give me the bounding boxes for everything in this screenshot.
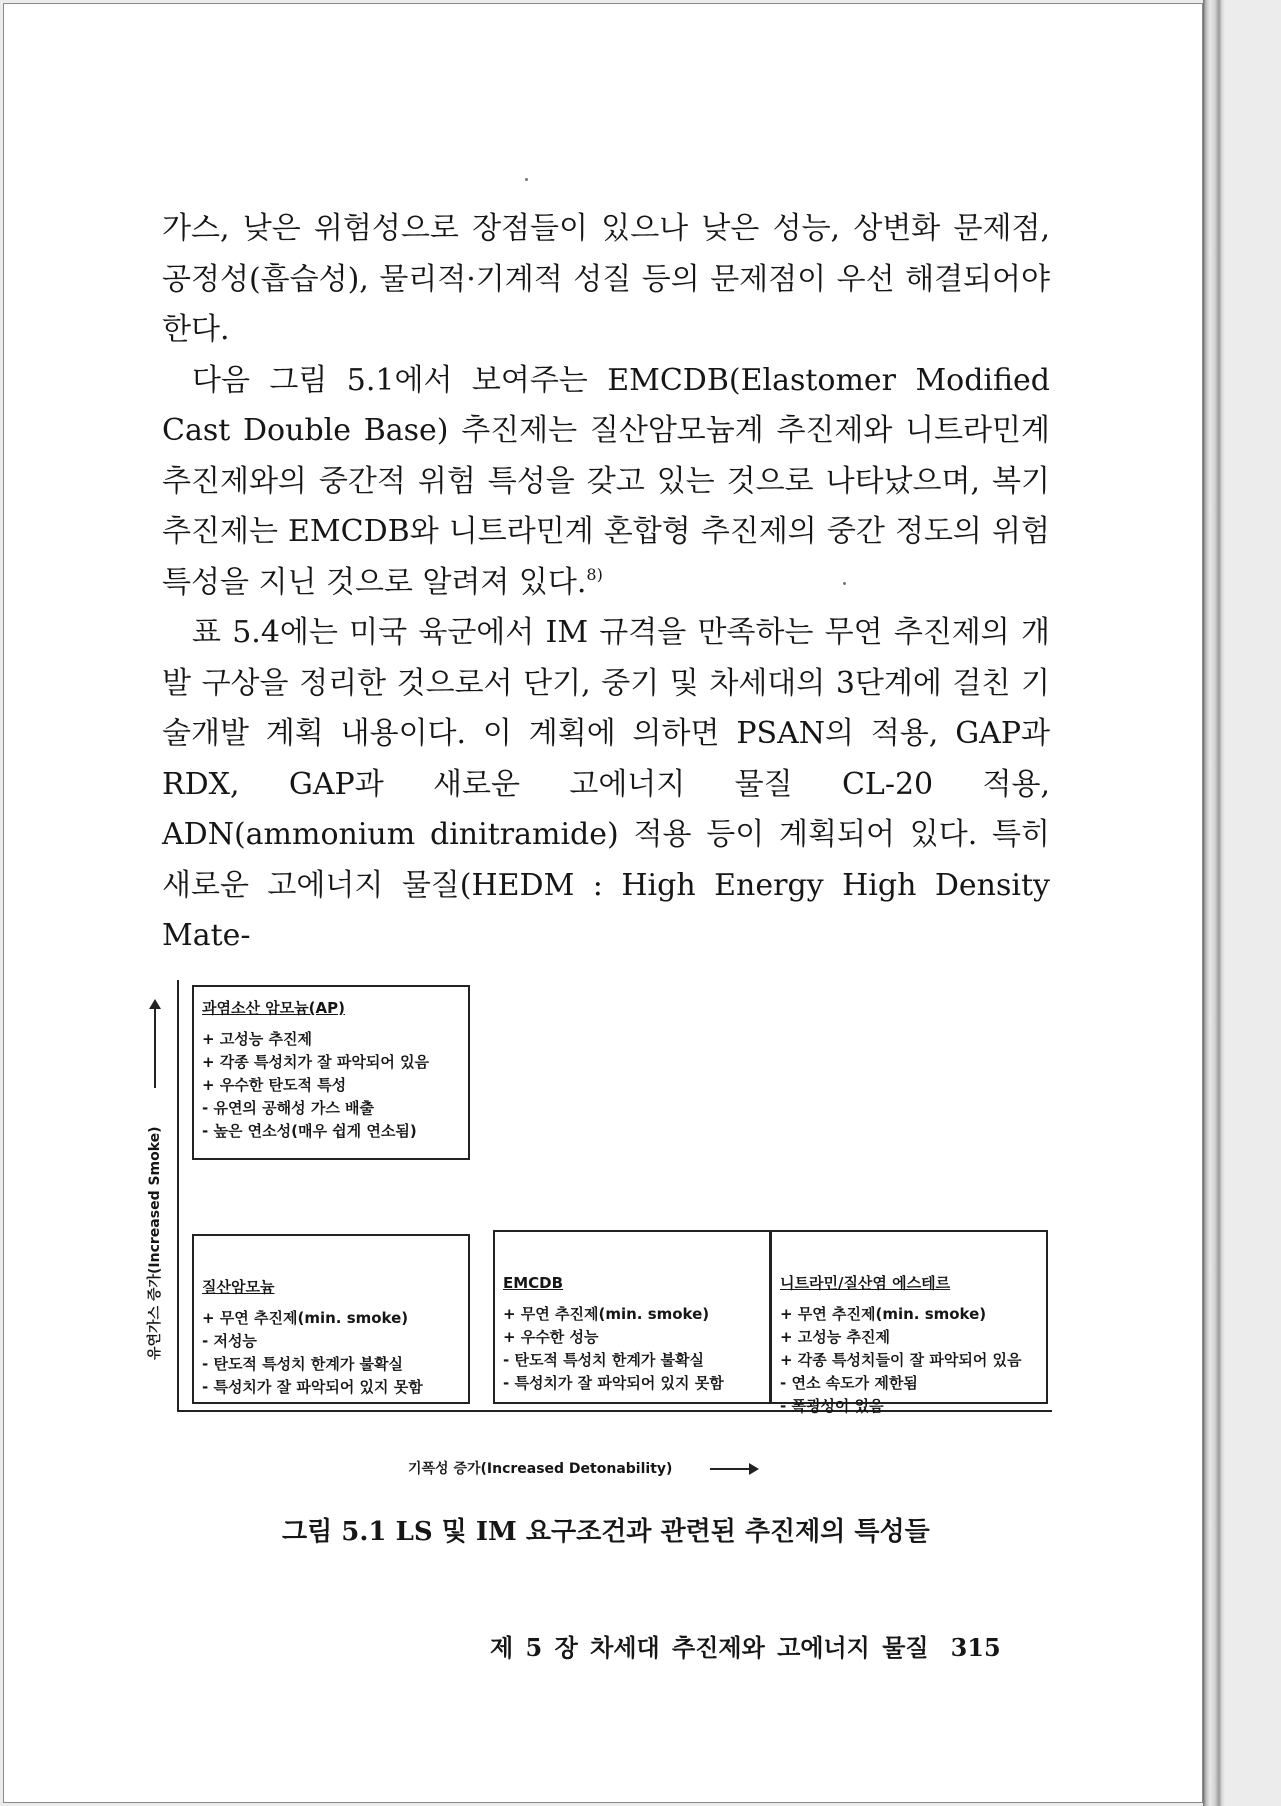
box-item: + 고성능 추진제 (202, 1030, 312, 1048)
y-axis-line (177, 980, 179, 1412)
box-title: 과염소산 암모늄(AP) (202, 999, 345, 1017)
paragraph-2-text: 다음 그림 5.1에서 보여주는 EMCDB(Elastomer Modified Cast Double Base) 추진제는 질산암모늄계 추진제와 니트라민계 추진제와의 중간적 위험 특성을 갖고 있는 것으로 나타났으며, 복기 추진제는 EMCDB와 니트라민계 혼합형 추진제의 중간 정도의 위험 특성을 지닌 것으로 알려져 있다. (162, 362, 1050, 600)
box-item: + 각종 특성치가 잘 파악되어 있음 (202, 1053, 430, 1071)
box-item: + 우수한 탄도적 특성 (202, 1076, 347, 1094)
box-item: - 연소 속도가 제한됨 (780, 1374, 918, 1392)
box-items (202, 1307, 460, 1399)
box-ammonium-nitrate (192, 1234, 470, 1404)
box-item: + 무연 추진제(min. smoke) (780, 1305, 987, 1323)
box-item: + 무연 추진제(min. smoke) (202, 1309, 409, 1327)
box-item: - 탄도적 특성치 한계가 불확실 (202, 1355, 403, 1373)
box-items (202, 1028, 460, 1143)
box-items (780, 1303, 1038, 1418)
box-item: - 높은 연소성(매우 쉽게 연소됨) (202, 1122, 417, 1140)
scan-speck (525, 178, 528, 181)
box-item: + 무연 추진제(min. smoke) (503, 1305, 710, 1323)
x-axis-label: 기폭성 증가(Increased Detonability) (408, 1461, 673, 1477)
box-title: EMCDB (503, 1274, 564, 1292)
arrow-up-icon (154, 1008, 156, 1088)
box-item: + 우수한 성능 (503, 1328, 599, 1346)
box-item: + 고성능 추진제 (780, 1328, 890, 1346)
paragraph-3: 표 5.4에는 미국 육군에서 IM 규격을 만족하는 무연 추진제의 개발 구상을 정리한 것으로서 단기, 중기 및 차세대의 3단계에 걸친 기술개발 계획 내용이다. 이 계획에 의하면 PSAN의 적용, GAP과 RDX, GAP과 새로운 고에너지 물질 CL-20 적용, ADN(ammonium dinitramide) 적용 등이 계획되어 있다. 특히 새로운 고에너지 물질(HEDM : High Energy High Density Mate- (162, 615, 1050, 953)
box-item: - 유연의 공해성 가스 배출 (202, 1099, 375, 1117)
box-ammonium-perchlorate (192, 985, 470, 1160)
box-item: + 각종 특성치들이 잘 파악되어 있음 (780, 1351, 1022, 1369)
box-item: - 폭굉성이 있음 (780, 1397, 884, 1415)
running-footer (490, 1628, 1001, 1663)
box-emcdb (493, 1230, 771, 1404)
box-item: - 저성능 (202, 1332, 257, 1350)
box-title: 질산암모늄 (202, 1278, 275, 1296)
box-item: - 특성치가 잘 파악되어 있지 못함 (503, 1374, 724, 1392)
chapter-title: 제 5 장 차세대 추진제와 고에너지 물질 (490, 1633, 929, 1662)
figure-caption: 그림 5.1 LS 및 IM 요구조건과 관련된 추진제의 특성들 (282, 1517, 930, 1547)
box-items (503, 1303, 761, 1395)
paragraph-1: 가스, 낮은 위험성으로 장점들이 있으나 낮은 성능, 상변화 문제점, 공정성(흡습성), 물리적·기계적 성질 등의 문제점이 우선 해결되어야 한다. (162, 211, 1050, 347)
body-text (162, 204, 1050, 962)
footnote-ref: 8) (586, 564, 603, 584)
box-title: 니트라민/질산염 에스테르 (780, 1274, 951, 1292)
y-axis-label: 유연가스 증가(Increased Smoke) (147, 1126, 163, 1360)
page-number: 315 (950, 1633, 1001, 1662)
box-item: - 탄도적 특성치 한계가 불확실 (503, 1351, 704, 1369)
arrow-right-icon (710, 1468, 750, 1470)
figure-5-1 (140, 960, 1065, 1490)
box-item: - 특성치가 잘 파악되어 있지 못함 (202, 1378, 423, 1396)
box-nitramine-nitrate-ester (770, 1230, 1048, 1415)
paragraph-2 (162, 356, 1050, 609)
book-spine-edge (1203, 0, 1225, 1806)
